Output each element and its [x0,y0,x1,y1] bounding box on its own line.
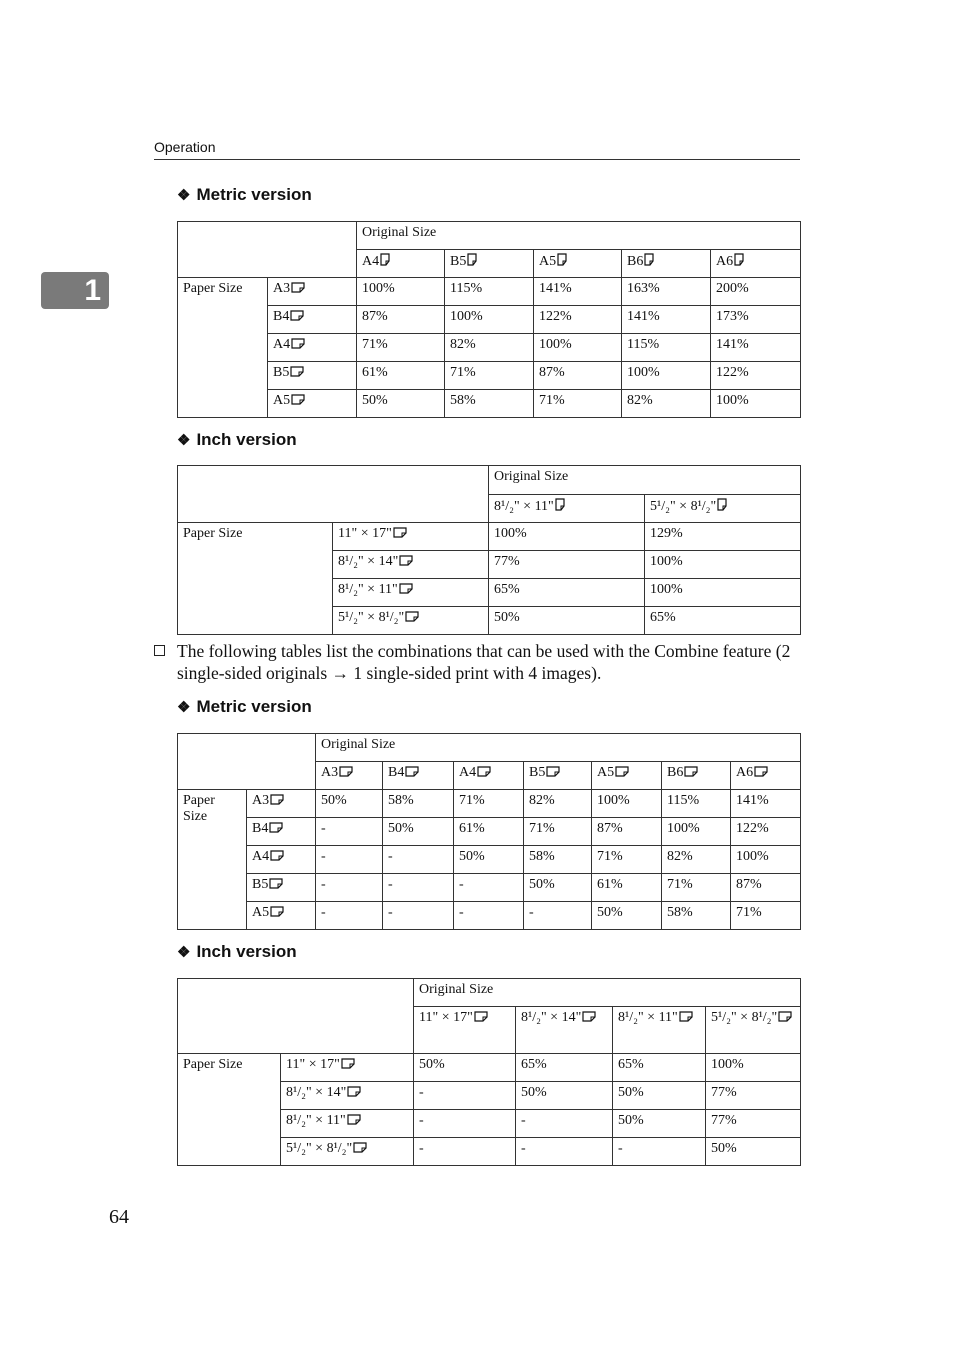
original-size-header: Original Size [489,466,801,495]
column-header: 8¹/₂" × 14" [516,1007,613,1054]
table-cell: - [613,1138,706,1166]
table-cell: 100% [534,334,622,362]
section-title-inch-1 [177,430,297,450]
table-cell: 100% [445,306,534,334]
table-cell: - [454,874,524,902]
table-cell: 71% [357,334,445,362]
table-cell: 141% [731,790,801,818]
row-header: 8¹/₂" × 14" [333,551,489,579]
column-header: A5 [592,762,662,790]
table-cell: - [516,1110,613,1138]
table-cell: 100% [731,846,801,874]
table-cell: 50% [454,846,524,874]
row-header: 8¹/₂" × 11" [333,579,489,607]
paper-landscape-icon [545,765,560,780]
section-title-text: Metric version [196,185,312,204]
table-cell: 87% [357,306,445,334]
table-cell: 141% [534,278,622,306]
paper-size-label: Paper Size [178,1054,281,1166]
paper-landscape-icon [289,309,304,324]
table-cell: - [316,818,383,846]
table-cell: 122% [711,362,801,390]
paper-landscape-icon [289,365,304,380]
table-cell: - [516,1138,613,1166]
column-header: A4 [454,762,524,790]
table-cell: 77% [706,1082,801,1110]
table-cell: 122% [534,306,622,334]
table-cell: 115% [662,790,731,818]
paper-landscape-icon [777,1010,792,1025]
table-inch-2 [177,978,801,1166]
paper-landscape-icon [398,582,413,597]
paper-landscape-icon [473,1010,488,1025]
paper-landscape-icon [268,821,283,836]
paper-landscape-icon [346,1113,361,1128]
table-cell: - [383,846,454,874]
table-cell: 71% [445,362,534,390]
table-cell: 87% [592,818,662,846]
column-header: 11" × 17" [414,1007,516,1054]
paper-landscape-icon [290,281,305,296]
diamond-bullet-icon: ❖ [177,187,191,204]
table-cell: 100% [662,818,731,846]
table-cell: 173% [711,306,801,334]
table-cell: 58% [524,846,592,874]
paper-landscape-icon [340,1057,355,1072]
row-header: A4 [247,846,316,874]
paper-landscape-icon [581,1010,596,1025]
row-header: 5¹/₂" × 8¹/₂" [281,1138,414,1166]
note-text: The following tables list the combinations that can be used with the Combine feature (2 single-sided originals → 1 single-sided print with 4 images). [177,641,791,683]
table-cell: - [316,846,383,874]
row-header: 8¹/₂" × 11" [281,1110,414,1138]
table-cell: 65% [516,1054,613,1082]
paper-landscape-icon [338,765,353,780]
row-header: B4 [268,306,357,334]
paper-landscape-icon [476,765,491,780]
paper-landscape-icon [290,393,305,408]
column-header: 8¹/₂" × 11" [489,495,645,523]
row-header: 5¹/₂" × 8¹/₂" [333,607,489,635]
paper-portrait-icon [556,254,567,269]
paper-landscape-icon [346,1085,361,1100]
table-cell: 77% [706,1110,801,1138]
table-cell: 61% [357,362,445,390]
column-header: B6 [662,762,731,790]
row-header: A3 [268,278,357,306]
table-cell: 61% [454,818,524,846]
table-cell: 71% [731,902,801,930]
table-cell: 115% [445,278,534,306]
table-cell: 141% [711,334,801,362]
table-cell: 50% [592,902,662,930]
table-cell: 100% [645,579,801,607]
section-title-text: Metric version [196,697,312,716]
paper-portrait-icon [466,254,477,269]
table-cell: 71% [662,874,731,902]
row-header: B4 [247,818,316,846]
paper-landscape-icon [678,1010,693,1025]
table-corner [178,222,357,278]
table-cell: 71% [534,390,622,418]
table-cell: - [316,874,383,902]
row-header: A3 [247,790,316,818]
table-cell: 200% [711,278,801,306]
paper-portrait-icon [554,499,565,514]
table-corner [178,466,489,523]
page-number: 64 [109,1206,129,1228]
paper-size-label: Paper Size [178,790,247,930]
table-cell: 50% [489,607,645,635]
row-header: 8¹/₂" × 14" [281,1082,414,1110]
table-cell: 100% [622,362,711,390]
table-cell: 87% [731,874,801,902]
row-header: 11" × 17" [281,1054,414,1082]
column-header: 8¹/₂" × 11" [613,1007,706,1054]
table-inch-1 [177,465,801,635]
paper-landscape-icon [404,765,419,780]
table-cell: - [316,902,383,930]
diamond-bullet-icon: ❖ [177,699,191,716]
table-cell: 50% [516,1082,613,1110]
row-header: B5 [268,362,357,390]
table-cell: 50% [414,1054,516,1082]
table-cell: - [414,1138,516,1166]
paper-portrait-icon [733,254,744,269]
chapter-tab [41,272,109,309]
section-title-metric-1 [177,185,312,205]
paper-landscape-icon [753,765,768,780]
section-title-metric-2 [177,697,312,717]
note-checkbox-icon [154,645,165,656]
paper-landscape-icon [398,554,413,569]
table-cell: 82% [524,790,592,818]
table-cell: 82% [445,334,534,362]
section-title-text: Inch version [196,942,297,961]
diamond-bullet-icon: ❖ [177,432,191,449]
paper-landscape-icon [614,765,629,780]
paper-landscape-icon [268,877,283,892]
paper-landscape-icon [290,337,305,352]
paper-landscape-icon [269,849,284,864]
paper-portrait-icon [379,254,390,269]
table-cell: 100% [711,390,801,418]
table-cell: 50% [524,874,592,902]
table-cell: 71% [592,846,662,874]
table-cell: 163% [622,278,711,306]
table-cell: - [454,902,524,930]
paper-portrait-icon [716,499,727,514]
column-header: A3 [316,762,383,790]
header-rule [154,159,800,160]
column-header: B6 [622,250,711,278]
paper-size-label: Paper Size [178,278,268,418]
table-cell: 87% [534,362,622,390]
table-cell: 100% [592,790,662,818]
table-cell: 82% [622,390,711,418]
table-cell: - [414,1110,516,1138]
table-cell: 50% [357,390,445,418]
paper-portrait-icon [643,254,654,269]
column-header: A6 [731,762,801,790]
paper-landscape-icon [392,526,407,541]
section-title-inch-2 [177,942,297,962]
column-header: B4 [383,762,454,790]
table-cell: 100% [357,278,445,306]
column-header: B5 [524,762,592,790]
header-label: Operation [154,139,216,155]
column-header: A4 [357,250,445,278]
table-cell: 50% [316,790,383,818]
column-header: 5¹/₂" × 8¹/₂" [706,1007,801,1054]
table-cell: 50% [383,818,454,846]
table-cell: 141% [622,306,711,334]
table-cell: 58% [445,390,534,418]
section-title-text: Inch version [196,430,297,449]
paper-landscape-icon [683,765,698,780]
paper-landscape-icon [404,610,419,625]
table-cell: 100% [706,1054,801,1082]
table-cell: 82% [662,846,731,874]
table-metric-1 [177,221,801,418]
table-metric-2 [177,733,801,930]
row-header: B5 [247,874,316,902]
paper-landscape-icon [352,1141,367,1156]
table-cell: 115% [622,334,711,362]
table-cell: 58% [662,902,731,930]
table-cell: 71% [454,790,524,818]
diamond-bullet-icon: ❖ [177,944,191,961]
table-cell: 65% [613,1054,706,1082]
table-cell: 58% [383,790,454,818]
table-corner [178,734,316,790]
original-size-header: Original Size [316,734,801,762]
table-cell: 65% [645,607,801,635]
row-header: A5 [268,390,357,418]
table-cell: 100% [489,523,645,551]
table-cell: - [383,874,454,902]
table-cell: 71% [524,818,592,846]
original-size-header: Original Size [357,222,801,250]
table-cell: 61% [592,874,662,902]
table-cell: 122% [731,818,801,846]
table-cell: 50% [706,1138,801,1166]
table-cell: 65% [489,579,645,607]
row-header: A5 [247,902,316,930]
table-cell: 50% [613,1082,706,1110]
paper-landscape-icon [269,905,284,920]
table-cell: 100% [645,551,801,579]
column-header: B5 [445,250,534,278]
table-cell: 129% [645,523,801,551]
combine-note [154,640,802,684]
chapter-number: 1 [84,274,101,307]
table-corner [178,979,414,1054]
original-size-header: Original Size [414,979,801,1007]
table-cell: 77% [489,551,645,579]
table-cell: 50% [613,1110,706,1138]
row-header: 11" × 17" [333,523,489,551]
table-cell: - [383,902,454,930]
column-header: A6 [711,250,801,278]
table-cell: - [414,1082,516,1110]
paper-landscape-icon [269,793,284,808]
table-cell: - [524,902,592,930]
column-header: A5 [534,250,622,278]
paper-size-label: Paper Size [178,523,333,635]
column-header: 5¹/₂" × 8¹/₂" [645,495,801,523]
row-header: A4 [268,334,357,362]
